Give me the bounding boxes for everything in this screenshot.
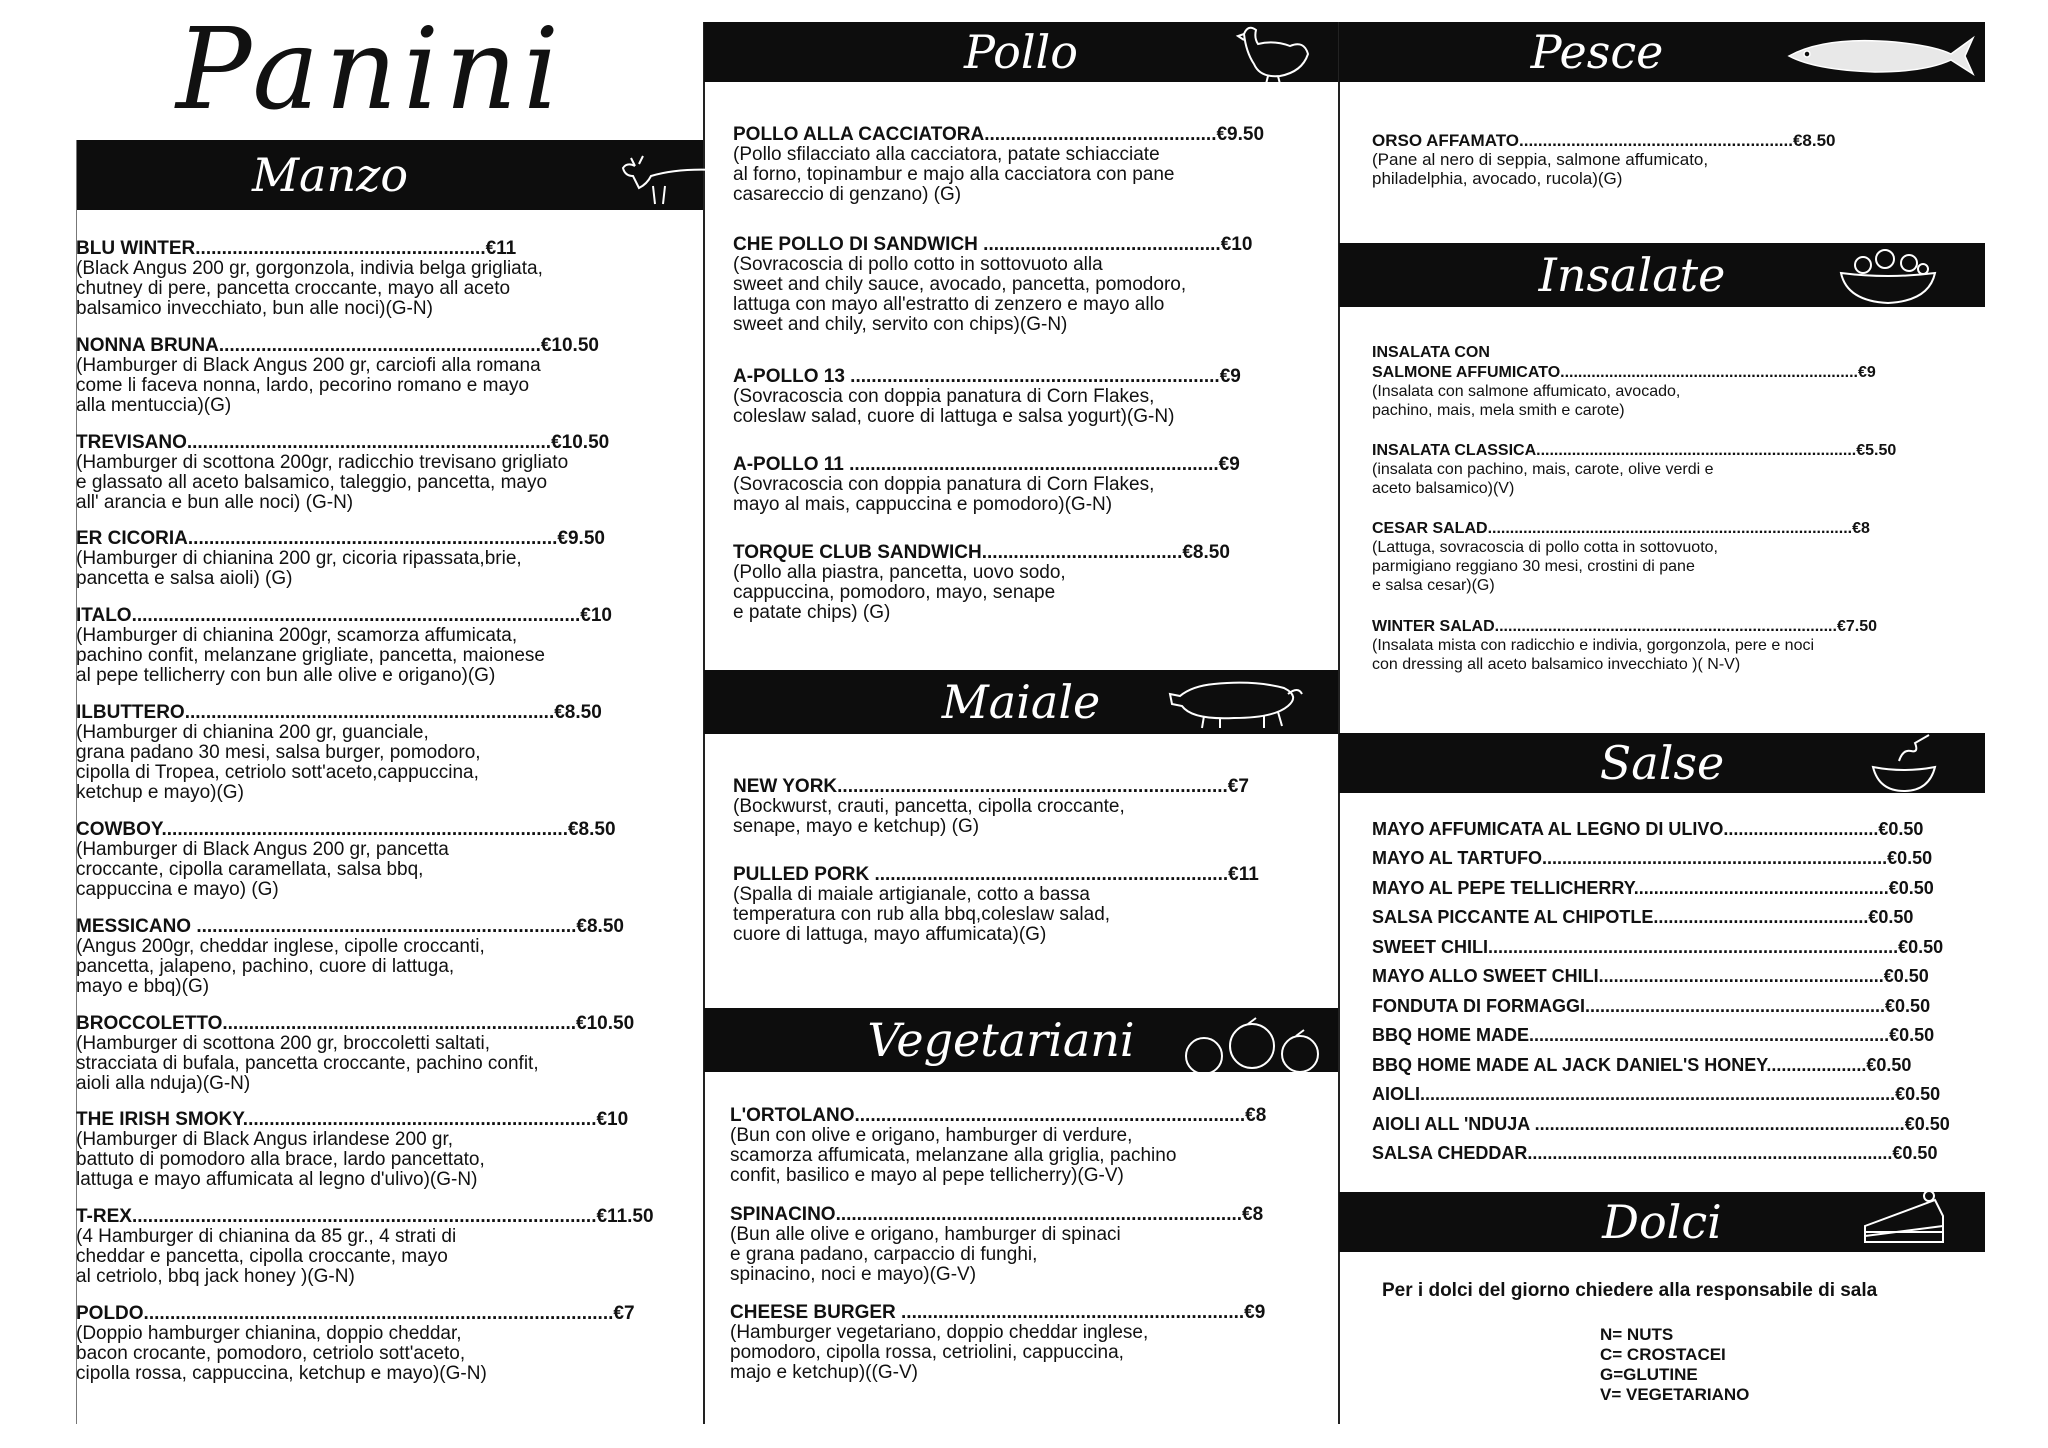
item-name: A-POLLO 13 ......................................................................€9 [733,366,1241,387]
menu-item [1372,441,1896,498]
menu-item [733,233,1252,335]
item-description: (Spalla di maiale artigianale, cotto a bassa temperatura con rub alla bbq,coleslaw salad, cuore di lattuga, mayo affumicata)(G) [733,884,1111,945]
menu-item [76,701,602,803]
menu-item [76,818,616,900]
item-description: (Bun con olive e origano, hamburger di verdure, scamorza affumicata, melanzane alla griglia, pachino confit, basilico e mayo al pepe tellicherry)(G-V) [730,1125,1177,1186]
item-name: A-POLLO 11 ......................................................................€9 [733,454,1240,475]
section-banner-pollo [704,22,1338,82]
menu-item [76,237,543,319]
item-description: (Hamburger di chianina 200 gr, cicoria ripassata,brie, pancetta e salsa aioli) (G) [76,548,522,589]
item-description: (Sovracoscia di pollo cotto in sottovuoto alla sweet and chily sauce, avocado, pancetta, pomodoro, lattuga con mayo all'estratto di zenzero e mayo allo sweet and chily, servito con chips)(G-N) [733,254,1187,335]
menu-item [733,863,1259,945]
section-banner-salse [1339,733,1985,793]
item-name: L'ORTOLANO..........................................................................€8 [730,1105,1267,1126]
cake-slice-icon [1859,1186,1949,1250]
item-description: (Pollo sfilacciato alla cacciatora, patate schiacciate al forno, topinambur e majo alla cacciatora con pane casareccio di genzano) (G) [733,144,1175,205]
section-title-salse: Salse [1599,736,1725,790]
menu-item [730,1104,1266,1186]
item-name: THE IRISH SMOKY...................................................................€10 [76,1109,629,1130]
section-banner-pesce [1339,22,1985,82]
item-description: (Bun alle olive e origano, hamburger di spinaci e grana padano, carpaccio di funghi, spinacino, noci e mayo)(G-V) [730,1224,1121,1285]
section-banner-maiale [704,670,1338,734]
sauce-item: AIOLI ALL 'NDUJA ..........................................................................€0.50 [1372,1114,1950,1134]
item-name: BROCCOLETTO...................................................................€10.50 [76,1013,635,1034]
item-description: (Pollo alla piastra, pancetta, uovo sodo, cappuccina, pomodoro, mayo, senape e patate chips) (G) [733,562,1066,623]
section-title-insalate: Insalate [1538,248,1726,302]
section-banner-vegetariani [704,1008,1338,1072]
sauce-item: MAYO ALLO SWEET CHILI.........................................................€0.50 [1372,966,1929,986]
item-description: (Lattuga, sovracoscia di pollo cotta in sottovuoto, parmigiano reggiano 30 mesi, crostini di pane e salsa cesar)(G) [1372,539,1718,594]
item-name: CHE POLLO DI SANDWICH .............................................€10 [733,234,1253,255]
item-description: (Hamburger di Black Angus 200 gr, carciofi alla romana come li faceva nonna, lardo, pecorino romano e mayo alla mentuccia)(G) [76,355,541,416]
item-description: (4 Hamburger di chianina da 85 gr., 4 strati di cheddar e pancetta, cipolla croccante, mayo al cetriolo, bbq jack honey )(G-N) [76,1226,457,1287]
item-name: TREVISANO.....................................................................€10.50 [76,432,610,453]
item-description: (Hamburger vegetariano, doppio cheddar inglese, pomodoro, cipolla rossa, cetriolini, cappuccina, majo e ketchup)((G-V) [730,1322,1149,1383]
sauce-item: MAYO AL PEPE TELLICHERRY...................................................€0.50 [1372,878,1934,898]
item-name: T-REX........................................................................................€11.50 [76,1206,654,1227]
menu-item [733,453,1240,515]
section-title-maiale: Maiale [941,675,1101,729]
section-title-manzo: Manzo [251,148,409,202]
sauce-bowl-icon [1859,731,1949,795]
item-description: (Sovracoscia con doppia panatura di Corn Flakes, mayo al mais, cappuccina e pomodoro)(G-N) [733,474,1155,515]
item-name: BLU WINTER.......................................................€11 [76,238,517,259]
menu-item [76,1302,635,1384]
item-description: (Doppio hamburger chianina, doppio cheddar, bacon crocante, pomodoro, cetriolo sott'aceto, cipolla rossa, cappuccina, ketchup e mayo)(G-N) [76,1323,487,1384]
menu-item [733,365,1241,427]
menu-item [76,334,599,416]
item-name: MESSICANO ........................................................................€8.50 [76,916,624,937]
section-title-vegetariani: Vegetariani [867,1013,1135,1067]
item-name: NEW YORK..........................................................................€7 [733,776,1249,797]
item-name: INSALATA CLASSICA........................................................................€5.50 [1372,442,1897,459]
item-description: (Sovracoscia con doppia panatura di Corn Flakes, coleslaw salad, cuore di lattuga e salsa yogurt)(G-N) [733,386,1175,427]
item-name: WINTER SALAD.............................................................................€7.50 [1372,618,1877,635]
menu-item [733,123,1264,205]
sauce-item: MAYO AFFUMICATA AL LEGNO DI ULIVO...............................€0.50 [1372,819,1924,839]
item-description: (Pane al nero di seppia, salmone affumicato, philadelphia, avocado, rucola)(G) [1372,150,1709,188]
legend-item: N= NUTS [1600,1325,1674,1344]
menu-item [76,1108,628,1190]
item-name: COWBOY.............................................................................€8.50 [76,819,616,840]
item-description: (Black Angus 200 gr, gorgonzola, indivia belga grigliata, chutney di pere, pancetta croccante, mayo all aceto balsamico invecchiato, bun alle noci)(G-N) [76,258,543,319]
menu-item [76,915,624,997]
allergen-legend [1600,1325,1749,1405]
section-banner-insalate [1339,243,1985,307]
legend-item: G=GLUTINE [1600,1365,1698,1384]
sauce-item: BBQ HOME MADE AL JACK DANIEL'S HONEY....................€0.50 [1372,1055,1912,1075]
item-name: CESAR SALAD..................................................................................€8 [1372,520,1870,537]
dolci-note: Per i dolci del giorno chiedere alla responsabile di sala [1382,1280,1878,1301]
sauce-item: MAYO AL TARTUFO.....................................................................€0.50 [1372,848,1933,868]
item-name: ORSO AFFAMATO..........................................................€8.50 [1372,131,1836,150]
item-name: ER CICORIA......................................................................€9.50 [76,528,605,549]
sauce-item: FONDUTA DI FORMAGGI............................................................€0.50 [1372,996,1931,1016]
item-description: (Hamburger di Black Angus irlandese 200 gr, battuto di pomodoro alla brace, lardo pancettato, lattuga e mayo affumicata al legno d'ulivo)(G-N) [76,1129,485,1190]
item-description: (Hamburger di Black Angus 200 gr, pancetta croccante, cipolla caramellata, salsa bbq, cappuccina e mayo) (G) [76,839,449,900]
item-name: INSALATA CON SALMONE AFFUMICATO...................................................................€9 [1372,344,1876,381]
item-description: (Angus 200gr, cheddar inglese, cipolle croccanti, pancetta, jalapeno, pachino, cuore di lattuga, mayo e bbq)(G) [76,936,485,997]
menu-item [1372,343,1876,420]
menu-item [76,1012,634,1094]
item-description: (Hamburger di chianina 200 gr, guanciale, grana padano 30 mesi, salsa burger, pomodoro, cipolla di Tropea, cetriolo sott'aceto,cappuccina, ketchup e mayo)(G) [76,722,481,803]
menu-item [76,604,612,686]
item-description: (Hamburger di scottona 200 gr, broccoletti saltati, stracciata di bufala, pancetta croccante, pachino confit, aioli alla nduja)(G-N) [76,1033,539,1094]
menu-item [76,1205,654,1287]
item-name: PULLED PORK ...................................................................€11 [733,864,1259,885]
salad-bowl-icon [1833,243,1943,307]
vegetables-icon [1182,1012,1332,1078]
menu-item [733,541,1230,623]
item-name: CHEESE BURGER .................................................................€9 [730,1302,1266,1323]
menu-item [730,1301,1265,1383]
menu-item [1372,617,1877,674]
sauce-item: SALSA PICCANTE AL CHIPOTLE...........................................€0.50 [1372,907,1914,927]
item-name: NONNA BRUNA.............................................................€10.50 [76,335,599,356]
menu-item [1372,519,1870,595]
item-name: SPINACINO.............................................................................€8 [730,1204,1264,1225]
sauce-item: SALSA CHEDDAR.........................................................................€0.50 [1372,1143,1938,1163]
item-name: ITALO.....................................................................................€10 [76,605,612,626]
item-name: POLDO.........................................................................................€7 [76,1303,635,1324]
menu-item [730,1203,1263,1285]
item-description: (Insalata con salmone affumicato, avocado, pachino, mais, mela smith e carote) [1372,383,1681,419]
menu-item [76,431,609,513]
fish-icon [1785,32,1977,78]
sauce-item: SWEET CHILI..................................................................................€0.50 [1372,937,1944,957]
menu-item [76,527,605,589]
item-description: (Bockwurst, crauti, pancetta, cipolla croccante, senape, mayo e ketchup) (G) [733,796,1125,837]
menu-item [1372,131,1836,188]
item-name: POLLO ALLA CACCIATORA............................................€9.50 [733,124,1265,145]
item-description: (Insalata mista con radicchio e indivia, gorgonzola, pere e noci con dressing all aceto balsamico invecchiato )( N-V) [1372,637,1815,673]
item-name: TORQUE CLUB SANDWICH......................................€8.50 [733,542,1230,563]
section-title-pollo: Pollo [964,25,1078,79]
item-name: ILBUTTERO......................................................................€8.50 [76,702,602,723]
section-banner-dolci [1339,1192,1985,1252]
legend-item: V= VEGETARIANO [1600,1385,1750,1404]
section-title-dolci: Dolci [1602,1195,1722,1249]
item-description: (Hamburger di scottona 200gr, radicchio trevisano grigliato e glassato all aceto balsamico, taleggio, pancetta, mayo all' arancia e bun alle noci) (G-N) [76,452,569,513]
rooster-icon [1224,20,1314,86]
section-title-pesce: Pesce [1530,25,1664,79]
section-banner-manzo [77,140,703,210]
sauce-item: BBQ HOME MADE........................................................................€0.50 [1372,1025,1935,1045]
item-description: (insalata con pachino, mais, carote, olive verdi e aceto balsamico)(V) [1372,461,1714,497]
legend-item: C= CROSTACEI [1600,1345,1726,1364]
pig-icon [1164,672,1314,732]
sauce-item: AIOLI...............................................................................................€0.50 [1372,1084,1941,1104]
menu-title: Panini [176,5,566,135]
menu-item [733,775,1249,837]
item-description: (Hamburger di chianina 200gr, scamorza affumicata, pachino confit, melanzane grigliate, pancetta, maionese al pepe tellicherry con bun alle olive e origano)(G) [76,625,545,686]
